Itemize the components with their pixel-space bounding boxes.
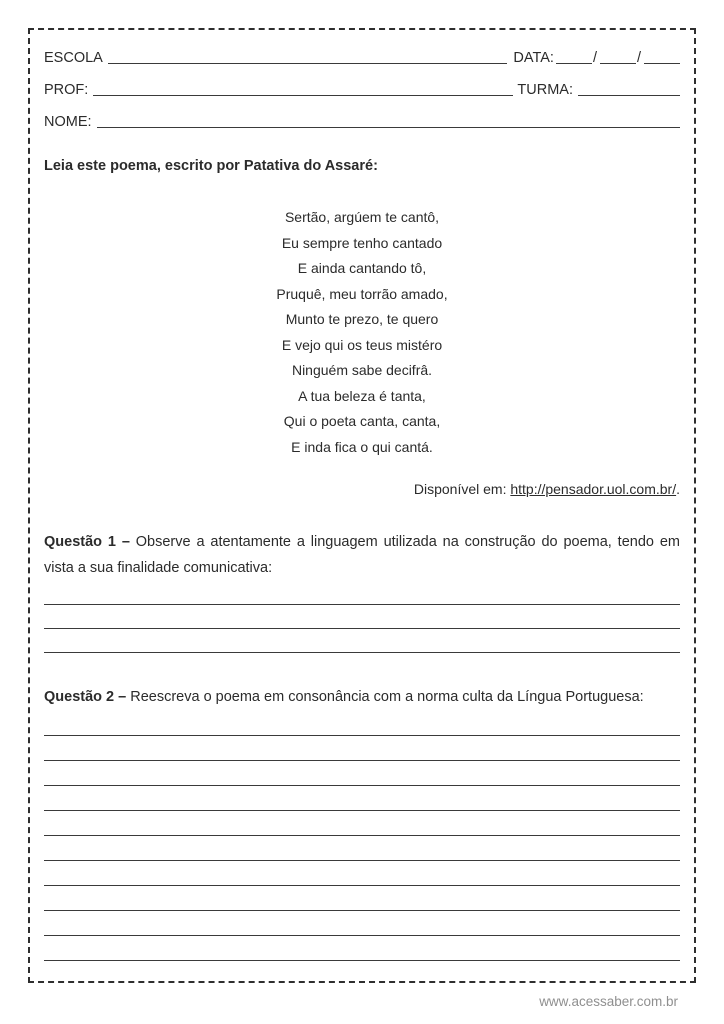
source-prefix: Disponível em: <box>413 481 511 497</box>
prof-blank-line <box>93 95 513 96</box>
answer-line <box>44 711 680 736</box>
instruction-text: Leia este poema, escrito por Patativa do Assaré: <box>44 158 378 174</box>
answer-line <box>44 786 680 811</box>
poem-line: Pruquê, meu torrão amado, <box>276 285 448 302</box>
answer-line <box>44 761 680 786</box>
poem-line: Munto te prezo, te quero <box>285 311 439 327</box>
answer-line <box>44 605 680 629</box>
worksheet-page <box>28 28 696 983</box>
poem-line: E vejo qui os teus mistéro <box>281 336 443 353</box>
nome-label: NOME: <box>44 113 92 130</box>
answer-line <box>44 886 680 911</box>
prof-label: PROF: <box>44 81 89 98</box>
source-suffix: . <box>676 481 680 497</box>
answer-line <box>44 581 680 605</box>
data-field <box>513 51 680 67</box>
escola-data-row <box>44 34 680 66</box>
answer-line <box>44 861 680 886</box>
poem-line: Ninguém sabe decifrâ. <box>291 362 433 378</box>
poem-line: E inda fica o qui cantá. <box>291 438 433 455</box>
poem-line: Sertão, argúem te cantô, <box>284 209 440 225</box>
data-label: DATA: <box>513 49 554 66</box>
answer-line <box>44 629 680 653</box>
data-month-blank-line <box>600 63 636 64</box>
escola-label: ESCOLA <box>44 49 103 66</box>
poem-line: Qui o poeta canta, canta, <box>283 413 441 429</box>
question-1-label: Questão 1 – <box>44 534 136 550</box>
source-attribution <box>44 480 680 498</box>
question-2-label: Questão 2 – <box>44 689 131 705</box>
answer-line <box>44 911 680 936</box>
question-1 <box>44 530 680 581</box>
source-link[interactable]: http://pensador.uol.com.br/ <box>510 481 677 497</box>
answer-line <box>44 936 680 961</box>
answer-line <box>44 836 680 861</box>
question-1-text: Observe a atentamente a linguagem utilizada na construção do poema, tendo em vista a sua finalidade comunicativa: <box>44 534 680 576</box>
answer-line <box>44 736 680 761</box>
prof-turma-row <box>44 66 680 98</box>
question-2 <box>44 685 680 711</box>
nome-row <box>44 98 680 130</box>
poem-line: A tua beleza é tanta, <box>298 387 426 404</box>
escola-blank-line <box>108 63 508 64</box>
data-day-blank-line <box>556 63 592 64</box>
data-year-blank-line <box>644 63 680 64</box>
date-separator: / <box>592 49 597 66</box>
poem-line: E ainda cantando tô, <box>297 260 427 276</box>
turma-label: TURMA: <box>517 81 573 98</box>
turma-blank-line <box>578 95 680 96</box>
date-separator: / <box>636 49 641 66</box>
question-2-answer-area <box>44 711 680 961</box>
poem-line: Eu sempre tenho cantado <box>281 234 443 251</box>
poem <box>44 205 680 460</box>
question-1-answer-area <box>44 581 680 653</box>
answer-line <box>44 811 680 836</box>
nome-blank-line <box>97 127 680 128</box>
footer-website: www.acessaber.com.br <box>539 994 678 1009</box>
question-2-text: Reescreva o poema em consonância com a norma culta da Língua Portuguesa: <box>130 689 644 705</box>
